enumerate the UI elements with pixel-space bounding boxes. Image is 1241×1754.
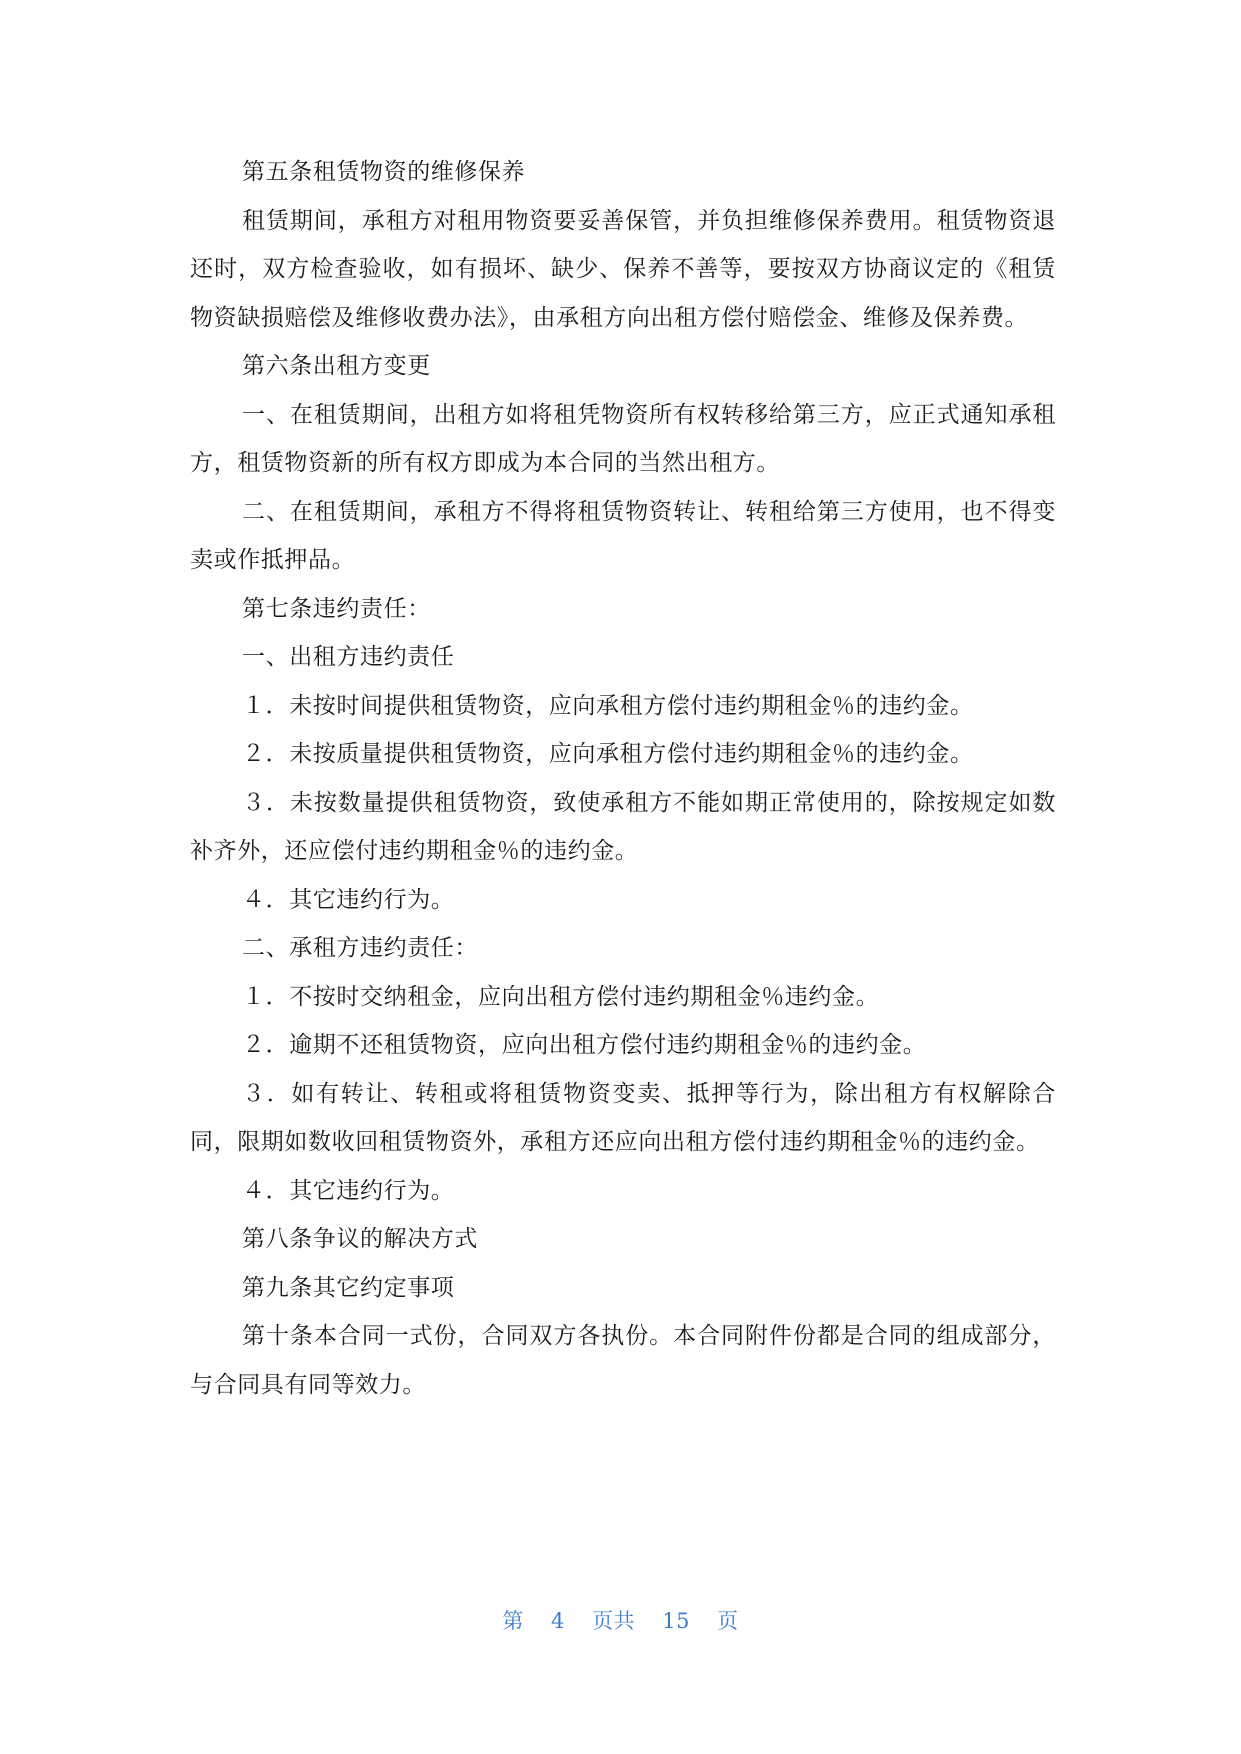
- document-body: [190, 148, 1056, 1409]
- lessee-breach-item-3: ３．如有转让、转租或将租赁物资变卖、抵押等行为，除出租方有权解除合同，限期如数收回租赁物资外，承租方还应向出租方偿付违约期租金％的违约金。: [190, 1080, 1056, 1155]
- clause-6-item-1: 一、在租赁期间，出租方如将租凭物资所有权转移给第三方，应正式通知承租方，租赁物资新的所有权方即成为本合同的当然出租方。: [190, 401, 1056, 476]
- footer-prefix: 第: [502, 1609, 524, 1633]
- lessee-breach-item-2: ２．逾期不还租赁物资，应向出租方偿付违约期租金％的违约金。: [242, 1032, 927, 1058]
- lessor-breach-item-1: １．未按时间提供租赁物资，应向承租方偿付违约期租金％的违约金。: [242, 692, 974, 719]
- clause-8-heading: 第八条争议的解决方式: [242, 1226, 478, 1252]
- lessor-breach-item-2: ２．未按质量提供租赁物资，应向承租方偿付违约期租金％的违约金。: [242, 741, 974, 767]
- footer-suffix: 页: [717, 1609, 739, 1633]
- lessee-breach-heading: 二、承租方违约责任：: [242, 935, 478, 961]
- clause-5-heading: 第五条租赁物资的维修保养: [242, 159, 526, 185]
- clause-5-text: 租赁期间，承租方对租用物资要妥善保管，并负担维修保养费用。租赁物资退还时，双方检查验收，如有损坏、缺少、保养不善等，要按双方协商议定的《租赁物资缺损赔偿及维修收费办法》，由承租方向出租方偿付赔偿金、维修及保养费。: [190, 207, 1056, 331]
- clause-6-heading: 第六条出租方变更: [242, 353, 431, 379]
- lessor-breach-item-3: ３．未按数量提供租赁物资，致使承租方不能如期正常使用的，除按规定如数补齐外，还应偿付违约期租金％的违约金。: [190, 789, 1056, 864]
- lessee-breach-item-4: ４．其它违约行为。: [242, 1177, 455, 1204]
- clause-10-text: 第十条本合同一式份，合同双方各执份。本合同附件份都是合同的组成部分，与合同具有同等效力。: [190, 1323, 1056, 1398]
- current-page-number: 4: [551, 1609, 565, 1633]
- lessee-breach-item-1: １．不按时交纳租金，应向出租方偿付违约期租金％违约金。: [242, 983, 880, 1010]
- footer-middle: 页共: [592, 1609, 636, 1633]
- clause-6-item-2: 二、在租赁期间，承租方不得将租赁物资转让、转租给第三方使用，也不得变卖或作抵押品。: [190, 498, 1056, 573]
- clause-7-heading: 第七条违约责任：: [242, 595, 431, 622]
- clause-9-heading: 第九条其它约定事项: [242, 1274, 455, 1301]
- page-footer: [0, 1605, 1241, 1635]
- lessor-breach-heading: 一、出租方违约责任: [242, 644, 455, 670]
- total-pages-number: 15: [662, 1609, 690, 1633]
- lessor-breach-item-4: ４．其它违约行为。: [242, 886, 455, 913]
